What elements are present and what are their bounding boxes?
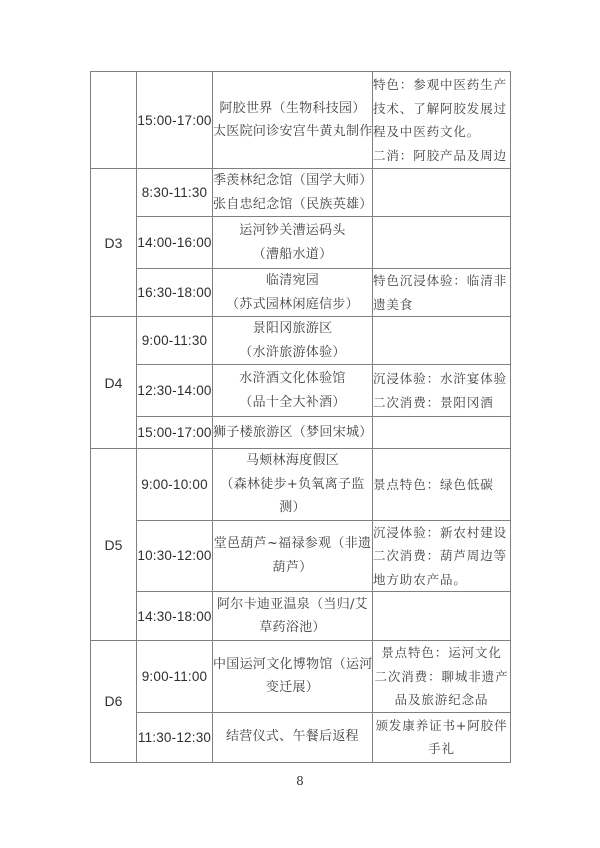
note-line: 手礼	[428, 741, 455, 756]
time-cell: 15:00-17:00	[137, 417, 213, 449]
table-row	[91, 417, 511, 449]
activity-line: 草药浴池）	[259, 620, 326, 635]
activity-line: 水浒酒文化体验馆	[239, 371, 346, 386]
notes-cell	[373, 72, 511, 169]
activity-cell	[213, 641, 373, 713]
activity-cell	[213, 520, 373, 592]
activity-line: 张自忠纪念馆（民族英雄）	[213, 196, 373, 212]
note-line: 特色：参观中医药生产	[373, 77, 508, 92]
activity-cell	[213, 365, 373, 417]
note-line: 遗美食	[373, 296, 414, 312]
table-row	[91, 449, 511, 521]
notes-cell	[373, 169, 511, 217]
time-cell: 16:30-18:00	[137, 269, 213, 317]
note-line: 地方助农产品。	[373, 571, 467, 587]
activity-cell	[213, 417, 373, 449]
table-row	[91, 72, 511, 169]
note-line: 二次消费：景阳冈酒	[373, 394, 494, 410]
time-cell: 9:00-11:30	[137, 317, 213, 365]
notes-cell	[373, 417, 511, 449]
activity-line: （漕船水道）	[252, 246, 333, 262]
note-line: 沉浸体验：新农村建设	[373, 524, 508, 540]
note-line: 二消：阿胶产品及周边	[373, 147, 508, 163]
activity-cell	[213, 169, 373, 217]
note-line: 沉浸体验：水浒宴体验	[373, 371, 508, 386]
activity-line: 中国运河文化博物馆（运河	[213, 656, 373, 672]
time-cell: 12:30-14:00	[137, 365, 213, 417]
table-row	[91, 269, 511, 317]
table-row	[91, 169, 511, 217]
table-row	[91, 712, 511, 762]
time-cell: 14:30-18:00	[137, 592, 213, 641]
activity-line: （水浒旅游体验）	[239, 344, 346, 360]
time-cell: 9:00-10:00	[137, 449, 213, 521]
activity-cell	[213, 269, 373, 317]
note-line: 品及旅游纪念品	[394, 692, 489, 707]
note-line: 颁发康养证书+阿胶伴	[375, 717, 508, 733]
table-row	[91, 217, 511, 269]
day-cell	[91, 72, 137, 169]
activity-line: 景阳冈旅游区	[252, 321, 333, 336]
notes-cell	[373, 269, 511, 317]
activity-line: 运河钞关漕运码头	[239, 223, 346, 238]
day-cell-d6: D6	[91, 641, 137, 763]
activity-line: （苏式园林闲庭信步）	[225, 296, 359, 312]
activity-line: 临清宛园	[265, 273, 320, 288]
notes-cell	[373, 317, 511, 365]
activity-line: 变迁展）	[265, 680, 320, 696]
activity-line: 测）	[279, 500, 306, 515]
activity-cell	[213, 592, 373, 641]
day-cell-d5: D5	[91, 449, 137, 641]
table-row	[91, 520, 511, 592]
time-cell: 9:00-11:00	[137, 641, 213, 713]
activity-cell	[213, 317, 373, 365]
notes-cell	[373, 712, 511, 762]
activity-line: （品十全大补酒）	[239, 394, 346, 410]
note-line: 技术、了解阿胶发展过	[373, 100, 508, 116]
day-cell-d4: D4	[91, 317, 137, 449]
time-cell: 15:00-17:00	[137, 72, 213, 169]
note-line: 景点特色：运河文化	[381, 645, 502, 660]
time-cell: 11:30-12:30	[137, 712, 213, 762]
activity-cell	[213, 449, 373, 521]
activity-line: 阿胶世界（生物科技园）	[219, 100, 366, 116]
page-number: 8	[296, 774, 304, 788]
activity-line: 堂邑葫芦~福禄参观（非遗	[213, 536, 372, 552]
note-line: 二次消费：葫芦周边等	[373, 548, 508, 563]
table-row	[91, 317, 511, 365]
activity-cell	[213, 712, 373, 762]
day-cell-d3: D3	[91, 169, 137, 317]
note-line: 特色沉浸体验：临清非	[373, 273, 508, 288]
notes-cell	[373, 641, 511, 713]
activity-line: 葫芦）	[272, 559, 313, 575]
notes-cell	[373, 520, 511, 592]
table-row	[91, 365, 511, 417]
notes-cell	[373, 449, 511, 521]
activity-cell	[213, 217, 373, 269]
itinerary-table	[90, 71, 511, 763]
activity-line: 结营仪式、午餐后返程	[225, 729, 359, 745]
notes-cell	[373, 365, 511, 417]
notes-cell	[373, 592, 511, 641]
time-cell: 10:30-12:00	[137, 520, 213, 592]
activity-line: 马颊林海度假区	[245, 453, 340, 468]
note-line: 景点特色：绿色低碳	[373, 476, 494, 492]
activity-line: 阿尔卡迪亚温泉（当归/艾	[217, 596, 368, 612]
activity-line: 狮子楼旅游区（梦回宋城）	[213, 424, 373, 440]
note-line: 二次消费：聊城非遗产	[374, 668, 509, 684]
table-row	[91, 641, 511, 713]
table-row	[91, 592, 511, 641]
note-line: 程及中医药文化。	[373, 124, 481, 139]
time-cell: 14:00-16:00	[137, 217, 213, 269]
activity-line: 太医院问诊安宫牛黄丸制作	[213, 124, 373, 139]
activity-line: 季羡林纪念馆（国学大师）	[213, 173, 373, 188]
time-cell: 8:30-11:30	[137, 169, 213, 217]
activity-line: （森林徒步+负氧离子监	[220, 476, 365, 492]
notes-cell	[373, 217, 511, 269]
activity-cell	[213, 72, 373, 169]
